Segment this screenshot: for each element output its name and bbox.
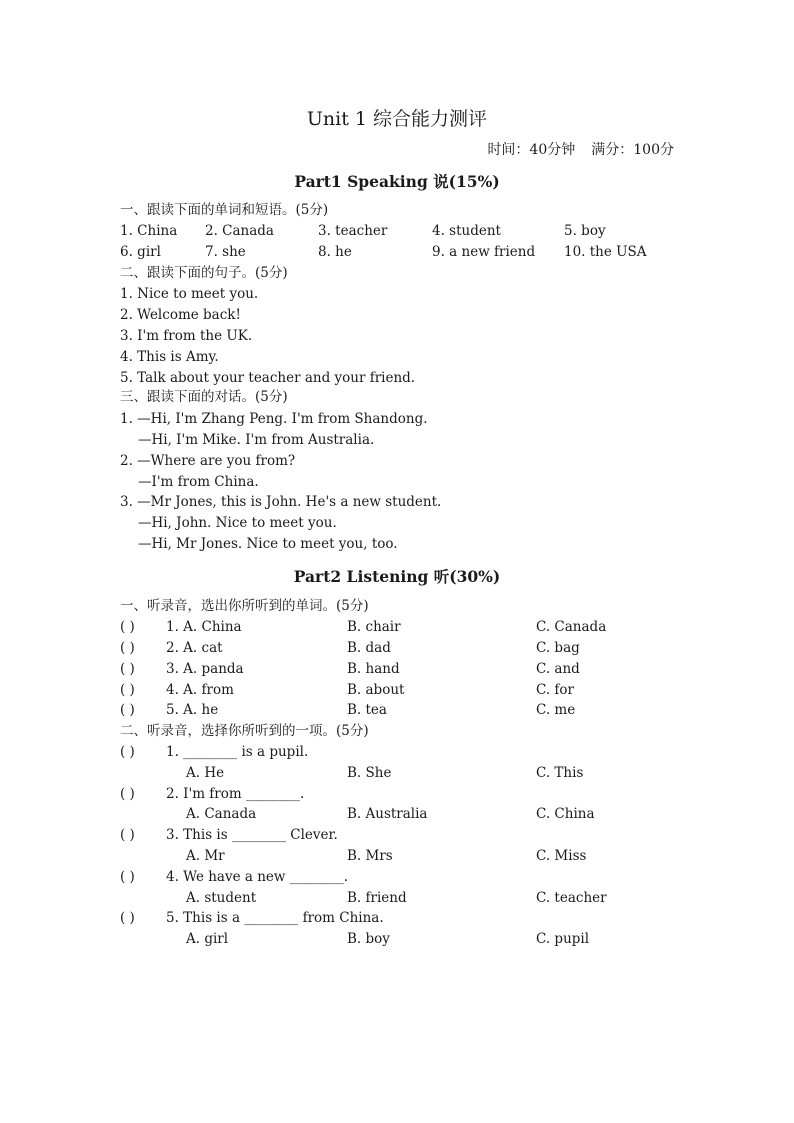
answer-blank[interactable]: ( ) [120,744,135,760]
option-b: B. about [347,682,405,698]
sentence-line: 4. This is Amy. [120,349,219,365]
option-a: A. girl [186,931,229,947]
question-stem [120,867,680,887]
dialogue-line: 3. —Mr Jones, this is John. He's a new student. [120,494,442,510]
word-item: 6. girl [120,244,161,260]
option-c: C. teacher [536,890,607,906]
option-a: 3. A. panda [166,661,244,677]
question-text: 2. I'm from ________. [166,786,305,802]
section-heading: 三、跟读下面的对话。(5分) [120,389,288,405]
part2-heading: Part2 Listening 听(30%) [293,567,501,586]
option-c: C. me [536,702,576,718]
option-b: B. She [347,765,392,781]
sentence-line: 5. Talk about your teacher and your friend. [120,370,416,386]
answer-blank[interactable]: ( ) [120,827,135,843]
word-item: 2. Canada [205,223,274,239]
question-text: 5. This is a ________ from China. [166,910,384,926]
option-b: B. chair [347,619,401,635]
dialogue-line: —Hi, I'm Mike. I'm from Australia. [138,432,375,448]
option-a: 4. A. from [166,682,234,698]
sentence-line: 1. Nice to meet you. [120,286,259,302]
word-item: 7. she [205,244,246,260]
answer-blank[interactable]: ( ) [120,661,135,677]
word-item: 9. a new friend [432,244,536,260]
option-c: C. Miss [536,848,587,864]
listening-item [120,659,680,679]
section-heading: 一、听录音，选出你所听到的单词。(5分) [120,598,369,614]
question-options [120,846,680,866]
question-options [120,888,680,908]
full-score: 满分：100分 [591,142,674,158]
option-a: 2. A. cat [166,640,223,656]
option-b: B. boy [347,931,390,947]
option-a: 1. A. China [166,619,242,635]
option-b: B. Australia [347,806,428,822]
option-a: A. student [186,890,257,906]
option-c: C. for [536,682,575,698]
option-c: C. and [536,661,580,677]
question-stem [120,784,680,804]
answer-blank[interactable]: ( ) [120,910,135,926]
question-options [120,804,680,824]
question-stem [120,825,680,845]
option-c: C. pupil [536,931,590,947]
option-b: B. friend [347,890,407,906]
page-title: Unit 1 综合能力测评 [306,108,488,130]
dialogue-line: 2. —Where are you from? [120,453,296,469]
option-c: C. bag [536,640,580,656]
dialogue-line: —Hi, John. Nice to meet you. [138,515,337,531]
word-item: 4. student [432,223,501,239]
part1-heading: Part1 Speaking 说(15%) [294,172,500,191]
option-a: A. Canada [186,806,257,822]
answer-blank[interactable]: ( ) [120,702,135,718]
question-stem [120,742,680,762]
answer-blank[interactable]: ( ) [120,869,135,885]
sentence-line: 2. Welcome back! [120,307,241,323]
section-heading: 一、跟读下面的单词和短语。(5分) [120,202,329,218]
question-text: 4. We have a new ________. [166,869,349,885]
dialogue-line: —Hi, Mr Jones. Nice to meet you, too. [138,536,398,552]
section-heading: 二、听录音，选择你所听到的一项。(5分) [120,723,369,739]
word-item: 8. he [318,244,352,260]
listening-item [120,638,680,658]
question-options [120,763,680,783]
answer-blank[interactable]: ( ) [120,786,135,802]
word-item: 3. teacher [318,223,388,239]
option-b: B. Mrs [347,848,393,864]
question-text: 3. This is ________ Clever. [166,827,338,843]
listening-item [120,617,680,637]
option-a: A. He [186,765,225,781]
dialogue-line: 1. —Hi, I'm Zhang Peng. I'm from Shandong. [120,411,428,427]
option-b: B. dad [347,640,391,656]
answer-blank[interactable]: ( ) [120,682,135,698]
answer-blank[interactable]: ( ) [120,619,135,635]
question-text: 1. ________ is a pupil. [166,744,309,760]
dialogue-line: —I'm from China. [138,474,259,490]
answer-blank[interactable]: ( ) [120,640,135,656]
section-heading: 二、跟读下面的句子。(5分) [120,265,288,281]
option-b: B. hand [347,661,400,677]
question-stem [120,908,680,928]
word-item: 5. boy [564,223,606,239]
option-a: 5. A. he [166,702,219,718]
word-row [120,242,680,262]
option-c: C. China [536,806,595,822]
question-options [120,929,680,949]
exam-meta [487,139,674,159]
sentence-line: 3. I'm from the UK. [120,328,253,344]
option-c: C. Canada [536,619,607,635]
option-c: C. This [536,765,584,781]
listening-item [120,680,680,700]
listening-item [120,700,680,720]
word-item: 10. the USA [564,244,647,260]
word-row [120,221,680,241]
time-limit: 时间：40分钟 [487,142,576,158]
option-a: A. Mr [186,848,225,864]
word-item: 1. China [120,223,178,239]
option-b: B. tea [347,702,387,718]
